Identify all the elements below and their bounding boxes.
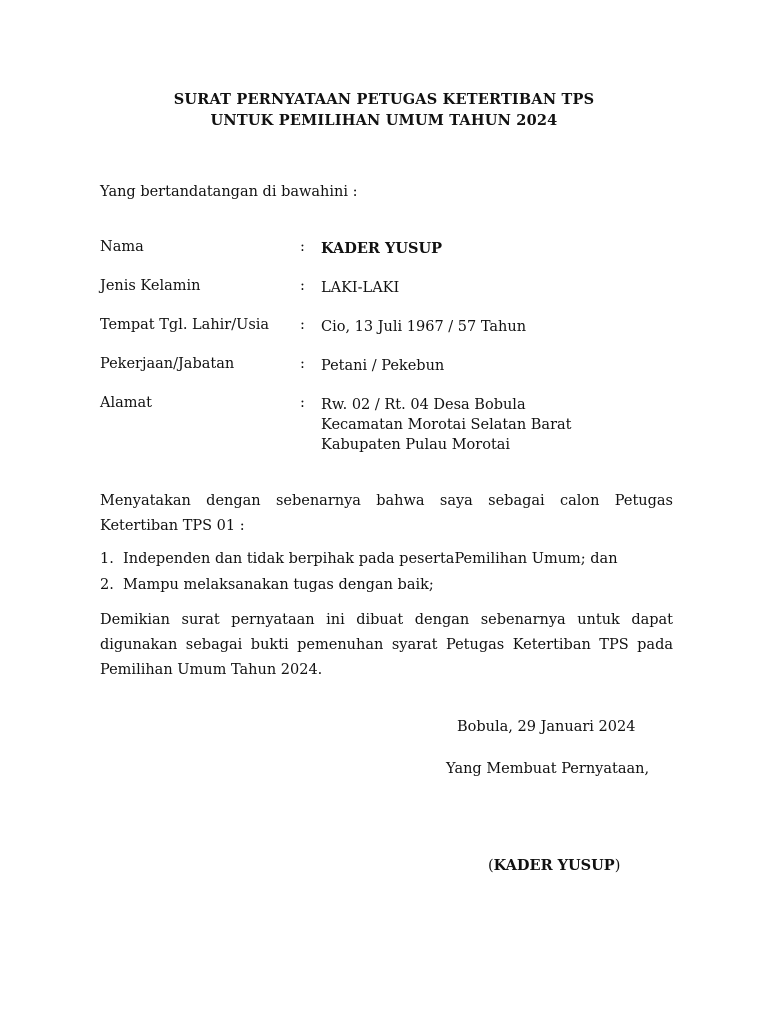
field-label-pekerjaan: Pekerjaan/Jabatan — [100, 356, 235, 372]
signatory-name: KADER YUSUP — [493, 857, 615, 874]
field-value-nama: KADER YUSUP — [321, 240, 443, 257]
list-item-number: 1. — [100, 551, 114, 567]
field-separator: : — [300, 278, 305, 294]
list-item-text: Independen dan tidak berpihak pada pesertaPemilihan Umum; dan — [123, 551, 618, 567]
field-separator: : — [300, 395, 305, 411]
field-value-ttl: Cio, 13 Juli 1967 / 57 Tahun — [321, 319, 527, 335]
field-label-ttl: Tempat Tgl. Lahir/Usia — [100, 317, 270, 333]
field-separator: : — [300, 356, 305, 372]
alamat-line-2: Kecamatan Morotai Selatan Barat — [321, 417, 572, 433]
field-label-jenis-kelamin: Jenis Kelamin — [100, 278, 201, 294]
signature-name-block — [488, 857, 620, 874]
closing-paragraph: Demikian surat pernyataan ini dibuat dengan sebenarnya untuk dapat digunakan sebagai bukti pemenuhan syarat Petugas Ketertiban TPS pada Pemilihan Umum Tahun 2024. — [100, 612, 673, 678]
list-item-number: 2. — [100, 577, 114, 593]
field-pekerjaan — [100, 356, 680, 376]
field-jenis-kelamin — [100, 278, 680, 298]
alamat-line-3: Kabupaten Pulau Morotai — [321, 437, 511, 453]
field-nama — [100, 239, 680, 259]
field-label-alamat: Alamat — [100, 395, 152, 411]
place-date: Bobula, 29 Januari 2024 — [457, 719, 636, 735]
open-paren: ( — [488, 858, 494, 874]
field-value-pekerjaan: Petani / Pekebun — [321, 358, 445, 374]
field-value-jenis-kelamin: LAKI-LAKI — [321, 280, 400, 296]
field-separator: : — [300, 239, 305, 255]
document-title-line-2: UNTUK PEMILIHAN UMUM TAHUN 2024 — [210, 112, 558, 129]
field-label-nama: Nama — [100, 239, 144, 255]
field-ttl — [100, 317, 680, 337]
field-value-alamat — [321, 395, 571, 455]
list-item-text: Mampu melaksanakan tugas dengan baik; — [123, 577, 434, 593]
intro-text: Yang bertandatangan di bawahini : — [100, 184, 358, 200]
field-separator: : — [300, 317, 305, 333]
close-paren: ) — [614, 858, 621, 874]
alamat-line-1: Rw. 02 / Rt. 04 Desa Bobula — [321, 397, 526, 413]
signature-maker-label: Yang Membuat Pernyataan, — [446, 761, 650, 777]
field-alamat — [100, 395, 680, 455]
statement-paragraph: Menyatakan dengan sebenarnya bahwa saya sebagai calon Petugas Ketertiban TPS 01 : — [100, 493, 673, 534]
document-title-line-1: SURAT PERNYATAAN PETUGAS KETERTIBAN TPS — [173, 91, 595, 108]
